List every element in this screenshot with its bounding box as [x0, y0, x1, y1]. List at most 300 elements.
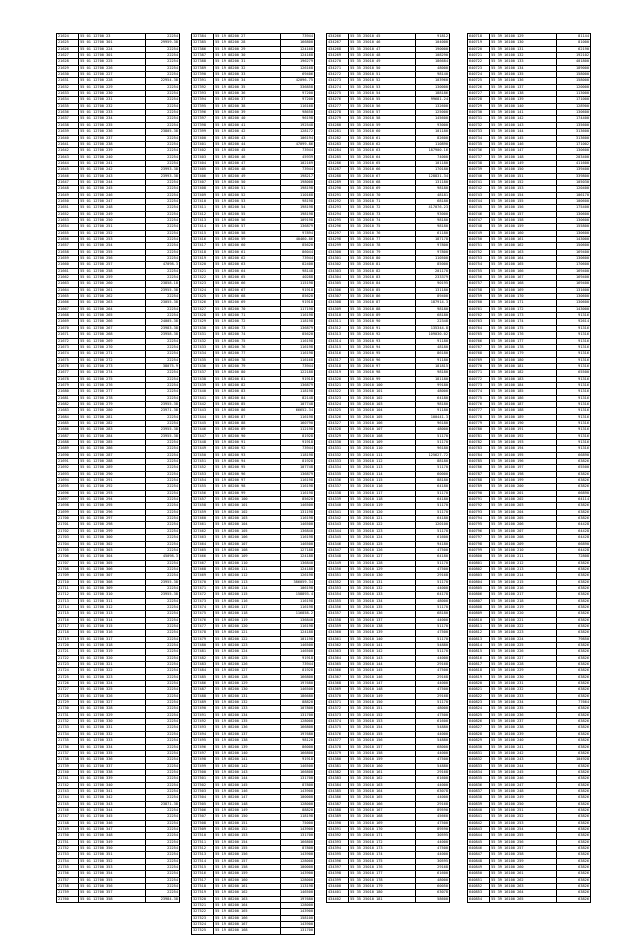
row-id-cell: 640769 — [468, 357, 490, 363]
row-value-cell: 85620 — [280, 332, 314, 338]
row-code-cell: 55 19 08200 130 — [214, 687, 280, 693]
row-id-cell: 434389 — [327, 814, 349, 820]
row-id-cell: 434355 — [327, 598, 349, 604]
row-id-cell: 21745 — [57, 801, 79, 807]
row-code-cell: 55 01 12700 252 — [79, 230, 145, 236]
row-id-cell: 640744 — [468, 198, 490, 204]
row-code-cell: 55 39 16100 263 — [490, 884, 556, 890]
row-value-cell: 91918 — [280, 376, 314, 382]
row-code-cell: 55 19 08200 141 — [214, 757, 280, 763]
row-value-cell: 91316 — [556, 433, 590, 439]
row-code-cell: 55 35 25010 73 — [349, 211, 415, 217]
row-code-cell: 55 39 16100 213 — [490, 566, 556, 572]
row-id-cell: 327475 — [192, 611, 214, 617]
row-code-cell: 55 19 08200 63 — [214, 262, 280, 268]
row-value-cell: 47098.3 — [145, 262, 179, 268]
row-value-cell: 136840 — [280, 617, 314, 623]
row-value-cell: 22254 — [145, 478, 179, 484]
row-value-cell: 198217 — [280, 173, 314, 179]
row-id-cell: 434297 — [327, 230, 349, 236]
row-value-cell: 63826 — [556, 846, 590, 852]
row-code-cell: 55 35 25010 134 — [349, 598, 415, 604]
row-value-cell: 22254 — [145, 237, 179, 243]
row-code-cell: 55 01 12700 334 — [79, 744, 145, 750]
row-id-cell: 640746 — [468, 211, 490, 217]
row-code-cell: 55 19 08200 40 — [214, 116, 280, 122]
row-id-cell: 327523 — [192, 915, 214, 921]
row-id-cell: 327511 — [192, 839, 214, 845]
row-value-cell: 63078 — [415, 788, 449, 794]
row-id-cell: 327506 — [192, 807, 214, 813]
row-id-cell: 21655 — [57, 230, 79, 236]
row-id-cell: 327407 — [192, 179, 214, 185]
row-id-cell: 640832 — [468, 757, 490, 763]
row-value-cell: 23958.38 — [145, 332, 179, 338]
row-code-cell: 55 01 12700 316 — [79, 630, 145, 636]
row-value-cell: 47500 — [415, 757, 449, 763]
row-code-cell: 55 19 08200 41 — [214, 122, 280, 128]
row-value-cell: 63826 — [556, 503, 590, 509]
row-value-cell: 116198 — [280, 516, 314, 522]
table-row — [57, 896, 180, 902]
row-value-cell: 63826 — [556, 865, 590, 871]
row-value-cell: 143900 — [280, 826, 314, 832]
row-id-cell: 434308 — [327, 300, 349, 306]
row-id-cell: 434391 — [327, 826, 349, 832]
row-value-cell: 116198 — [280, 344, 314, 350]
row-id-cell: 327479 — [192, 636, 214, 642]
row-code-cell: 55 01 12700 249 — [79, 211, 145, 217]
row-id-cell: 434373 — [327, 712, 349, 718]
row-value-cell: 22254 — [145, 668, 179, 674]
row-code-cell: 55 39 16100 201 — [490, 490, 556, 496]
row-id-cell: 640799 — [468, 547, 490, 553]
row-code-cell: 55 35 25010 107 — [349, 427, 415, 433]
row-id-cell: 434343 — [327, 522, 349, 528]
row-code-cell: 55 19 08200 109 — [214, 554, 280, 560]
row-value-cell: 40288 — [280, 275, 314, 281]
row-id-cell: 434363 — [327, 649, 349, 655]
row-code-cell: 55 01 12700 253 — [79, 237, 145, 243]
row-value-cell: 115198 — [280, 281, 314, 287]
row-code-cell: 55 39 16100 219 — [490, 604, 556, 610]
row-value-cell: 198198 — [280, 211, 314, 217]
row-id-cell: 327439 — [192, 382, 214, 388]
row-value-cell: 81144 — [556, 34, 590, 40]
row-id-cell: 21678 — [57, 376, 79, 382]
row-code-cell: 55 39 16100 155 — [490, 198, 556, 204]
row-code-cell: 55 39 16100 198 — [490, 471, 556, 477]
row-code-cell: 55 39 16100 166 — [490, 268, 556, 274]
row-value-cell: 63826 — [556, 484, 590, 490]
row-value-cell: 47500 — [415, 547, 449, 553]
row-value-cell: 61600 — [415, 871, 449, 877]
row-value-cell: 85620 — [280, 243, 314, 249]
row-code-cell: 55 35 25010 55 — [349, 97, 415, 103]
row-value-cell: 22254 — [145, 186, 179, 192]
row-value-cell: 143900 — [280, 922, 314, 928]
row-value-cell: 166800 — [280, 839, 314, 845]
row-code-cell: 55 19 08200 58 — [214, 230, 280, 236]
row-code-cell: 55 01 12700 289 — [79, 465, 145, 471]
row-id-cell: 434269 — [327, 53, 349, 59]
row-id-cell: 327395 — [192, 103, 214, 109]
row-id-cell: 640771 — [468, 370, 490, 376]
row-id-cell: 21674 — [57, 351, 79, 357]
row-value-cell: 131180 — [415, 179, 449, 185]
row-value-cell: 63826 — [556, 585, 590, 591]
row-code-cell: 55 35 25010 167 — [349, 807, 415, 813]
row-id-cell: 21636 — [57, 110, 79, 116]
row-value-cell: 22254 — [145, 655, 179, 661]
row-value-cell: 63826 — [556, 693, 590, 699]
row-id-cell: 434293 — [327, 205, 349, 211]
row-code-cell: 55 01 12700 333 — [79, 738, 145, 744]
row-code-cell: 55 35 25010 148 — [349, 687, 415, 693]
row-value-cell: 85000 — [415, 262, 449, 268]
row-id-cell: 21637 — [57, 116, 79, 122]
row-code-cell: 55 35 25010 108 — [349, 433, 415, 439]
row-id-cell: 640831 — [468, 750, 490, 756]
row-id-cell: 640815 — [468, 649, 490, 655]
row-value-cell: 82600 — [415, 135, 449, 141]
row-code-cell: 55 39 16100 189 — [490, 414, 556, 420]
row-id-cell: 327521 — [192, 903, 214, 909]
row-id-cell: 327423 — [192, 281, 214, 287]
row-code-cell: 55 35 25010 158 — [349, 750, 415, 756]
row-code-cell: 55 39 16100 254 — [490, 826, 556, 832]
row-value-cell: 69406 — [280, 72, 314, 78]
row-id-cell: 434307 — [327, 294, 349, 300]
row-code-cell: 55 01 12700 23 — [79, 34, 145, 40]
row-id-cell: 434392 — [327, 833, 349, 839]
row-id-cell: 327450 — [192, 452, 214, 458]
row-id-cell: 21696 — [57, 490, 79, 496]
row-value-cell: 22254 — [145, 256, 179, 262]
row-id-cell: 327457 — [192, 497, 214, 503]
row-id-cell: 21756 — [57, 871, 79, 877]
row-id-cell: 327447 — [192, 433, 214, 439]
row-id-cell: 640814 — [468, 643, 490, 649]
row-id-cell: 434322 — [327, 389, 349, 395]
row-code-cell: 55 01 12700 296 — [79, 509, 145, 515]
table-row — [327, 896, 450, 902]
row-value-cell: 146500 — [280, 649, 314, 655]
row-value-cell: 22254 — [145, 846, 179, 852]
row-value-cell: 22254 — [145, 884, 179, 890]
row-id-cell: 21672 — [57, 338, 79, 344]
row-value-cell: 22254 — [145, 776, 179, 782]
row-code-cell: 55 19 08200 86 — [214, 408, 280, 414]
row-value-cell: 91316 — [556, 389, 590, 395]
row-value-cell: 97800 — [415, 249, 449, 255]
row-code-cell: 55 39 16100 211 — [490, 554, 556, 560]
row-value-cell: 23993.38 — [145, 173, 179, 179]
row-code-cell: 55 01 12700 281 — [79, 414, 145, 420]
row-id-cell: 640798 — [468, 541, 490, 547]
row-code-cell: 55 01 12700 350 — [79, 846, 145, 852]
row-code-cell: 55 01 12700 235 — [79, 122, 145, 128]
row-code-cell: 55 35 25010 52 — [349, 78, 415, 84]
row-value-cell: 63826 — [556, 814, 590, 820]
row-id-cell: 21662 — [57, 275, 79, 281]
row-code-cell: 55 35 25010 114 — [349, 471, 415, 477]
row-value-cell: 131600 — [556, 287, 590, 293]
row-value-cell: 169400 — [556, 249, 590, 255]
row-code-cell: 55 19 08200 88 — [214, 420, 280, 426]
row-value-cell: 63826 — [556, 890, 590, 896]
row-code-cell: 55 01 12700 231 — [79, 97, 145, 103]
row-value-cell: 116168 — [280, 103, 314, 109]
row-id-cell: 327455 — [192, 484, 214, 490]
row-code-cell: 55 01 12700 238 — [79, 141, 145, 147]
row-id-cell: 21647 — [57, 179, 79, 185]
row-code-cell: 55 01 12700 326 — [79, 693, 145, 699]
row-id-cell: 327509 — [192, 826, 214, 832]
row-code-cell: 55 39 16100 188 — [490, 408, 556, 414]
row-code-cell: 55 19 08200 149 — [214, 807, 280, 813]
row-value-cell: 190000 — [415, 46, 449, 52]
row-value-cell: 22254 — [145, 275, 179, 281]
row-id-cell: 327422 — [192, 275, 214, 281]
row-code-cell: 55 39 16100 175 — [490, 325, 556, 331]
row-code-cell: 55 19 08200 145 — [214, 782, 280, 788]
row-code-cell: 55 19 08200 140 — [214, 750, 280, 756]
row-id-cell: 21625 — [57, 40, 79, 46]
row-id-cell: 21743 — [57, 788, 79, 794]
row-id-cell: 434272 — [327, 72, 349, 78]
row-code-cell: 55 19 08200 127 — [214, 668, 280, 674]
row-id-cell: 434340 — [327, 503, 349, 509]
row-code-cell: 55 39 16100 226 — [490, 649, 556, 655]
row-id-cell: 434324 — [327, 401, 349, 407]
row-id-cell: 21641 — [57, 141, 79, 147]
row-code-cell: 55 19 08200 56 — [214, 217, 280, 223]
row-code-cell: 55 39 16100 194 — [490, 446, 556, 452]
row-code-cell: 55 19 08200 150 — [214, 814, 280, 820]
row-value-cell: 116198 — [280, 623, 314, 629]
row-id-cell: 640789 — [468, 484, 490, 490]
row-code-cell: 55 01 12700 310 — [79, 592, 145, 598]
row-value-cell: 47500 — [415, 566, 449, 572]
row-value-cell: 23993.38 — [145, 167, 179, 173]
row-id-cell: 21733 — [57, 725, 79, 731]
row-value-cell: 91316 — [556, 408, 590, 414]
row-value-cell: 22254 — [145, 338, 179, 344]
row-value-cell: 51170 — [415, 465, 449, 471]
row-id-cell: 327463 — [192, 535, 214, 541]
row-code-cell: 55 19 08200 38 — [214, 103, 280, 109]
row-id-cell: 434346 — [327, 541, 349, 547]
row-value-cell: 22254 — [145, 141, 179, 147]
row-value-cell: 91316 — [556, 357, 590, 363]
row-code-cell: 55 01 12700 343 — [79, 801, 145, 807]
row-code-cell: 55 35 25010 140 — [349, 636, 415, 642]
row-code-cell: 55 39 16100 141 — [490, 110, 556, 116]
row-value-cell: 130000 — [415, 84, 449, 90]
row-id-cell: 21751 — [57, 839, 79, 845]
row-id-cell: 434290 — [327, 186, 349, 192]
row-id-cell: 434365 — [327, 662, 349, 668]
row-value-cell: 79850 — [556, 636, 590, 642]
row-id-cell: 434325 — [327, 408, 349, 414]
row-id-cell: 21688 — [57, 440, 79, 446]
row-value-cell: 22254 — [145, 217, 179, 223]
row-id-cell: 21681 — [57, 395, 79, 401]
row-code-cell: 55 19 08200 131 — [214, 693, 280, 699]
row-code-cell: 55 19 08200 91 — [214, 440, 280, 446]
row-id-cell: 640741 — [468, 179, 490, 185]
row-value-cell: 130600 — [556, 300, 590, 306]
row-id-cell: 640786 — [468, 465, 490, 471]
row-value-cell: 73944 — [280, 256, 314, 262]
row-code-cell: 55 01 12700 229 — [79, 84, 145, 90]
row-value-cell: 45098.3 — [145, 554, 179, 560]
row-value-cell: 22254 — [145, 687, 179, 693]
row-id-cell: 640851 — [468, 877, 490, 883]
row-value-cell: 131700 — [280, 712, 314, 718]
row-id-cell: 327435 — [192, 357, 214, 363]
row-id-cell: 327429 — [192, 319, 214, 325]
row-value-cell: 64428 — [556, 547, 590, 553]
row-value-cell: 94180 — [415, 541, 449, 547]
row-id-cell: 21716 — [57, 617, 79, 623]
row-value-cell: 63826 — [556, 687, 590, 693]
row-value-cell: 116858.2 — [280, 611, 314, 617]
row-value-cell: 22254 — [145, 643, 179, 649]
row-id-cell: 327399 — [192, 129, 214, 135]
row-id-cell: 434286 — [327, 160, 349, 166]
row-code-cell: 55 35 25010 57 — [349, 110, 415, 116]
row-value-cell: 22254 — [145, 560, 179, 566]
row-code-cell: 55 39 16100 182 — [490, 370, 556, 376]
row-code-cell: 55 39 16100 172 — [490, 306, 556, 312]
row-value-cell: 48000 — [415, 389, 449, 395]
row-value-cell: 63826 — [556, 617, 590, 623]
row-value-cell: 63826 — [556, 573, 590, 579]
row-code-cell: 55 35 25010 172 — [349, 839, 415, 845]
row-id-cell: 434387 — [327, 801, 349, 807]
row-code-cell: 55 39 16100 255 — [490, 833, 556, 839]
row-value-cell: 65500 — [556, 370, 590, 376]
row-value-cell: 101198 — [280, 636, 314, 642]
row-id-cell: 434315 — [327, 344, 349, 350]
row-value-cell: 65500 — [556, 465, 590, 471]
data-table-column-1 — [56, 33, 180, 903]
row-value-cell: 22254 — [145, 179, 179, 185]
row-code-cell: 55 39 16100 212 — [490, 560, 556, 566]
row-code-cell: 55 19 08200 153 — [214, 833, 280, 839]
row-code-cell: 55 19 08200 53 — [214, 198, 280, 204]
row-code-cell: 55 39 16100 179 — [490, 351, 556, 357]
row-code-cell: 55 39 16100 237 — [490, 719, 556, 725]
row-code-cell: 55 35 25010 146 — [349, 674, 415, 680]
row-code-cell: 55 35 25010 165 — [349, 795, 415, 801]
row-value-cell: 63826 — [556, 896, 590, 902]
row-id-cell: 21669 — [57, 319, 79, 325]
row-code-cell: 55 35 25010 122 — [349, 522, 415, 528]
row-id-cell: 327458 — [192, 503, 214, 509]
row-code-cell: 55 19 08200 120 — [214, 623, 280, 629]
row-value-cell: 91316 — [556, 446, 590, 452]
row-code-cell: 55 19 08200 152 — [214, 826, 280, 832]
row-id-cell: 327480 — [192, 643, 214, 649]
row-value-cell: 127188 — [280, 547, 314, 553]
row-code-cell: 55 39 16100 183 — [490, 376, 556, 382]
row-value-cell: 63826 — [556, 763, 590, 769]
row-id-cell: 640721 — [468, 53, 490, 59]
row-code-cell: 55 39 16100 184 — [490, 382, 556, 388]
row-id-cell: 21685 — [57, 420, 79, 426]
data-table-column-2 — [191, 33, 315, 935]
row-id-cell: 327415 — [192, 230, 214, 236]
row-value-cell: 131700 — [280, 776, 314, 782]
row-id-cell: 327433 — [192, 344, 214, 350]
row-id-cell: 21651 — [57, 205, 79, 211]
row-value-cell: 40460.86 — [280, 237, 314, 243]
row-id-cell: 327467 — [192, 560, 214, 566]
row-value-cell: 63826 — [556, 782, 590, 788]
row-id-cell: 21738 — [57, 757, 79, 763]
row-value-cell: 72808 — [556, 554, 590, 560]
row-id-cell: 434323 — [327, 395, 349, 401]
row-code-cell: 55 39 16100 223 — [490, 630, 556, 636]
row-id-cell: 434314 — [327, 338, 349, 344]
row-value-cell: 85620 — [280, 497, 314, 503]
row-code-cell: 55 19 08200 62 — [214, 256, 280, 262]
row-code-cell: 55 01 12700 351 — [79, 852, 145, 858]
row-code-cell: 55 39 16100 157 — [490, 211, 556, 217]
row-id-cell: 21705 — [57, 547, 79, 553]
row-value-cell: 63826 — [556, 668, 590, 674]
row-code-cell: 55 01 12700 302 — [79, 541, 145, 547]
row-value-cell: 143900 — [280, 871, 314, 877]
row-id-cell: 21695 — [57, 484, 79, 490]
row-value-cell: 54880 — [415, 763, 449, 769]
row-value-cell: 98180 — [415, 186, 449, 192]
row-code-cell: 55 39 16100 221 — [490, 617, 556, 623]
row-value-cell: 22254 — [145, 636, 179, 642]
row-value-cell: 23858.18 — [145, 281, 179, 287]
row-id-cell: 640791 — [468, 497, 490, 503]
row-code-cell: 55 19 08200 37 — [214, 97, 280, 103]
row-id-cell: 21712 — [57, 592, 79, 598]
row-id-cell: 21703 — [57, 535, 79, 541]
row-id-cell: 640782 — [468, 440, 490, 446]
row-value-cell: 166800 — [280, 769, 314, 775]
row-code-cell: 55 01 12700 259 — [79, 275, 145, 281]
row-code-cell: 55 19 08200 162 — [214, 890, 280, 896]
row-code-cell: 55 19 08200 90 — [214, 433, 280, 439]
row-value-cell: 63826 — [556, 738, 590, 744]
row-code-cell: 55 35 25010 176 — [349, 865, 415, 871]
row-value-cell: 90195 — [415, 281, 449, 287]
row-value-cell: 91316 — [556, 382, 590, 388]
row-id-cell: 327392 — [192, 84, 214, 90]
row-id-cell: 640838 — [468, 795, 490, 801]
row-code-cell: 55 35 25010 125 — [349, 541, 415, 547]
row-value-cell: 143900 — [280, 852, 314, 858]
row-code-cell: 55 01 12700 324 — [79, 681, 145, 687]
row-value-cell: 22254 — [145, 382, 179, 388]
row-id-cell: 434305 — [327, 281, 349, 287]
row-value-cell: 44000 — [415, 750, 449, 756]
row-id-cell: 327493 — [192, 725, 214, 731]
row-code-cell: 55 19 08200 76 — [214, 344, 280, 350]
row-id-cell: 327410 — [192, 198, 214, 204]
row-value-cell: 63826 — [556, 807, 590, 813]
row-value-cell: 23055.38 — [145, 300, 179, 306]
